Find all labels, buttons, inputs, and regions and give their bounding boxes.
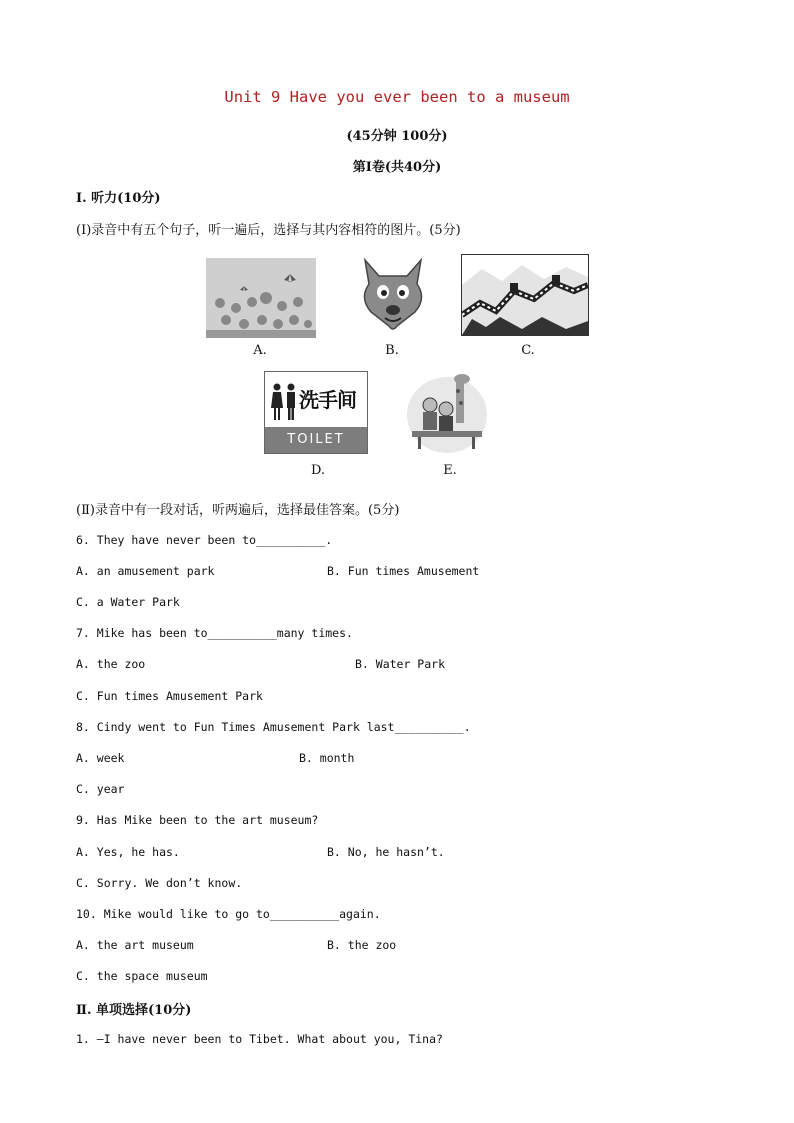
picture-c-label: C. <box>521 343 535 358</box>
section2-question-1: 1. —I have never been to Tibet. What about you, Tina? <box>76 1032 443 1046</box>
picture-a-label: A. <box>253 343 267 358</box>
question-10-option-b: B. the zoo <box>327 938 397 952</box>
question-6-option-a: A. an amusement park <box>76 564 215 578</box>
question-8-option-b: B. month <box>299 751 355 765</box>
picture-b-label: B. <box>385 343 399 358</box>
part2-instruction: (Ⅱ)录音中有一段对话，听两遍后，选择最佳答案。(5分) <box>76 503 400 518</box>
question-8-stem: 8. Cindy went to Fun Times Amusement Park last__________. <box>76 720 471 734</box>
toilet-sign-icon <box>264 371 368 454</box>
toilet-sign-cn: 洗手间 <box>299 388 356 412</box>
question-10-option-c: C. the space museum <box>76 969 208 983</box>
picture-e-label: E. <box>443 463 457 478</box>
question-6-option-c: C. a Water Park <box>76 595 180 609</box>
question-9-stem: 9. Has Mike been to the art museum? <box>76 813 319 827</box>
question-7-option-a: A. the zoo <box>76 657 146 671</box>
question-7-option-b: B. Water Park <box>355 657 446 671</box>
section2-heading: Ⅱ. 单项选择(10分) <box>76 1003 192 1018</box>
question-8-option-c: C. year <box>76 782 125 796</box>
volume-heading: 第Ⅰ卷(共40分) <box>352 160 442 175</box>
page-title: Unit 9 Have you ever been to a museum <box>224 88 570 106</box>
great-wall-icon <box>461 254 589 336</box>
question-9-option-a: A. Yes, he has. <box>76 845 180 859</box>
question-6-stem: 6. They have never been to__________. <box>76 533 333 547</box>
cartoon-wolf-icon <box>355 254 431 334</box>
butterflies-flowers-icon <box>206 258 316 338</box>
picture-d-label: D. <box>310 463 326 478</box>
question-9-option-b: B. No, he hasn’t. <box>327 845 445 859</box>
toilet-sign-en: TOILET <box>265 427 367 453</box>
question-7-option-c: C. Fun times Amusement Park <box>76 689 263 703</box>
part1-instruction: (Ⅰ)录音中有五个句子，听一遍后，选择与其内容相符的图片。(5分) <box>76 223 461 238</box>
question-6-option-b: B. Fun times Amusement <box>327 564 480 578</box>
section1-heading: Ⅰ. 听力(10分) <box>76 191 161 206</box>
question-7-stem: 7. Mike has been to__________many times. <box>76 626 353 640</box>
question-9-option-c: C. Sorry. We don’t know. <box>76 876 243 890</box>
exam-meta: (45分钟 100分) <box>346 129 448 144</box>
kids-zoo-icon <box>404 371 490 455</box>
question-8-option-a: A. week <box>76 751 125 765</box>
question-10-option-a: A. the art museum <box>76 938 194 952</box>
question-10-stem: 10. Mike would like to go to__________again. <box>76 907 381 921</box>
